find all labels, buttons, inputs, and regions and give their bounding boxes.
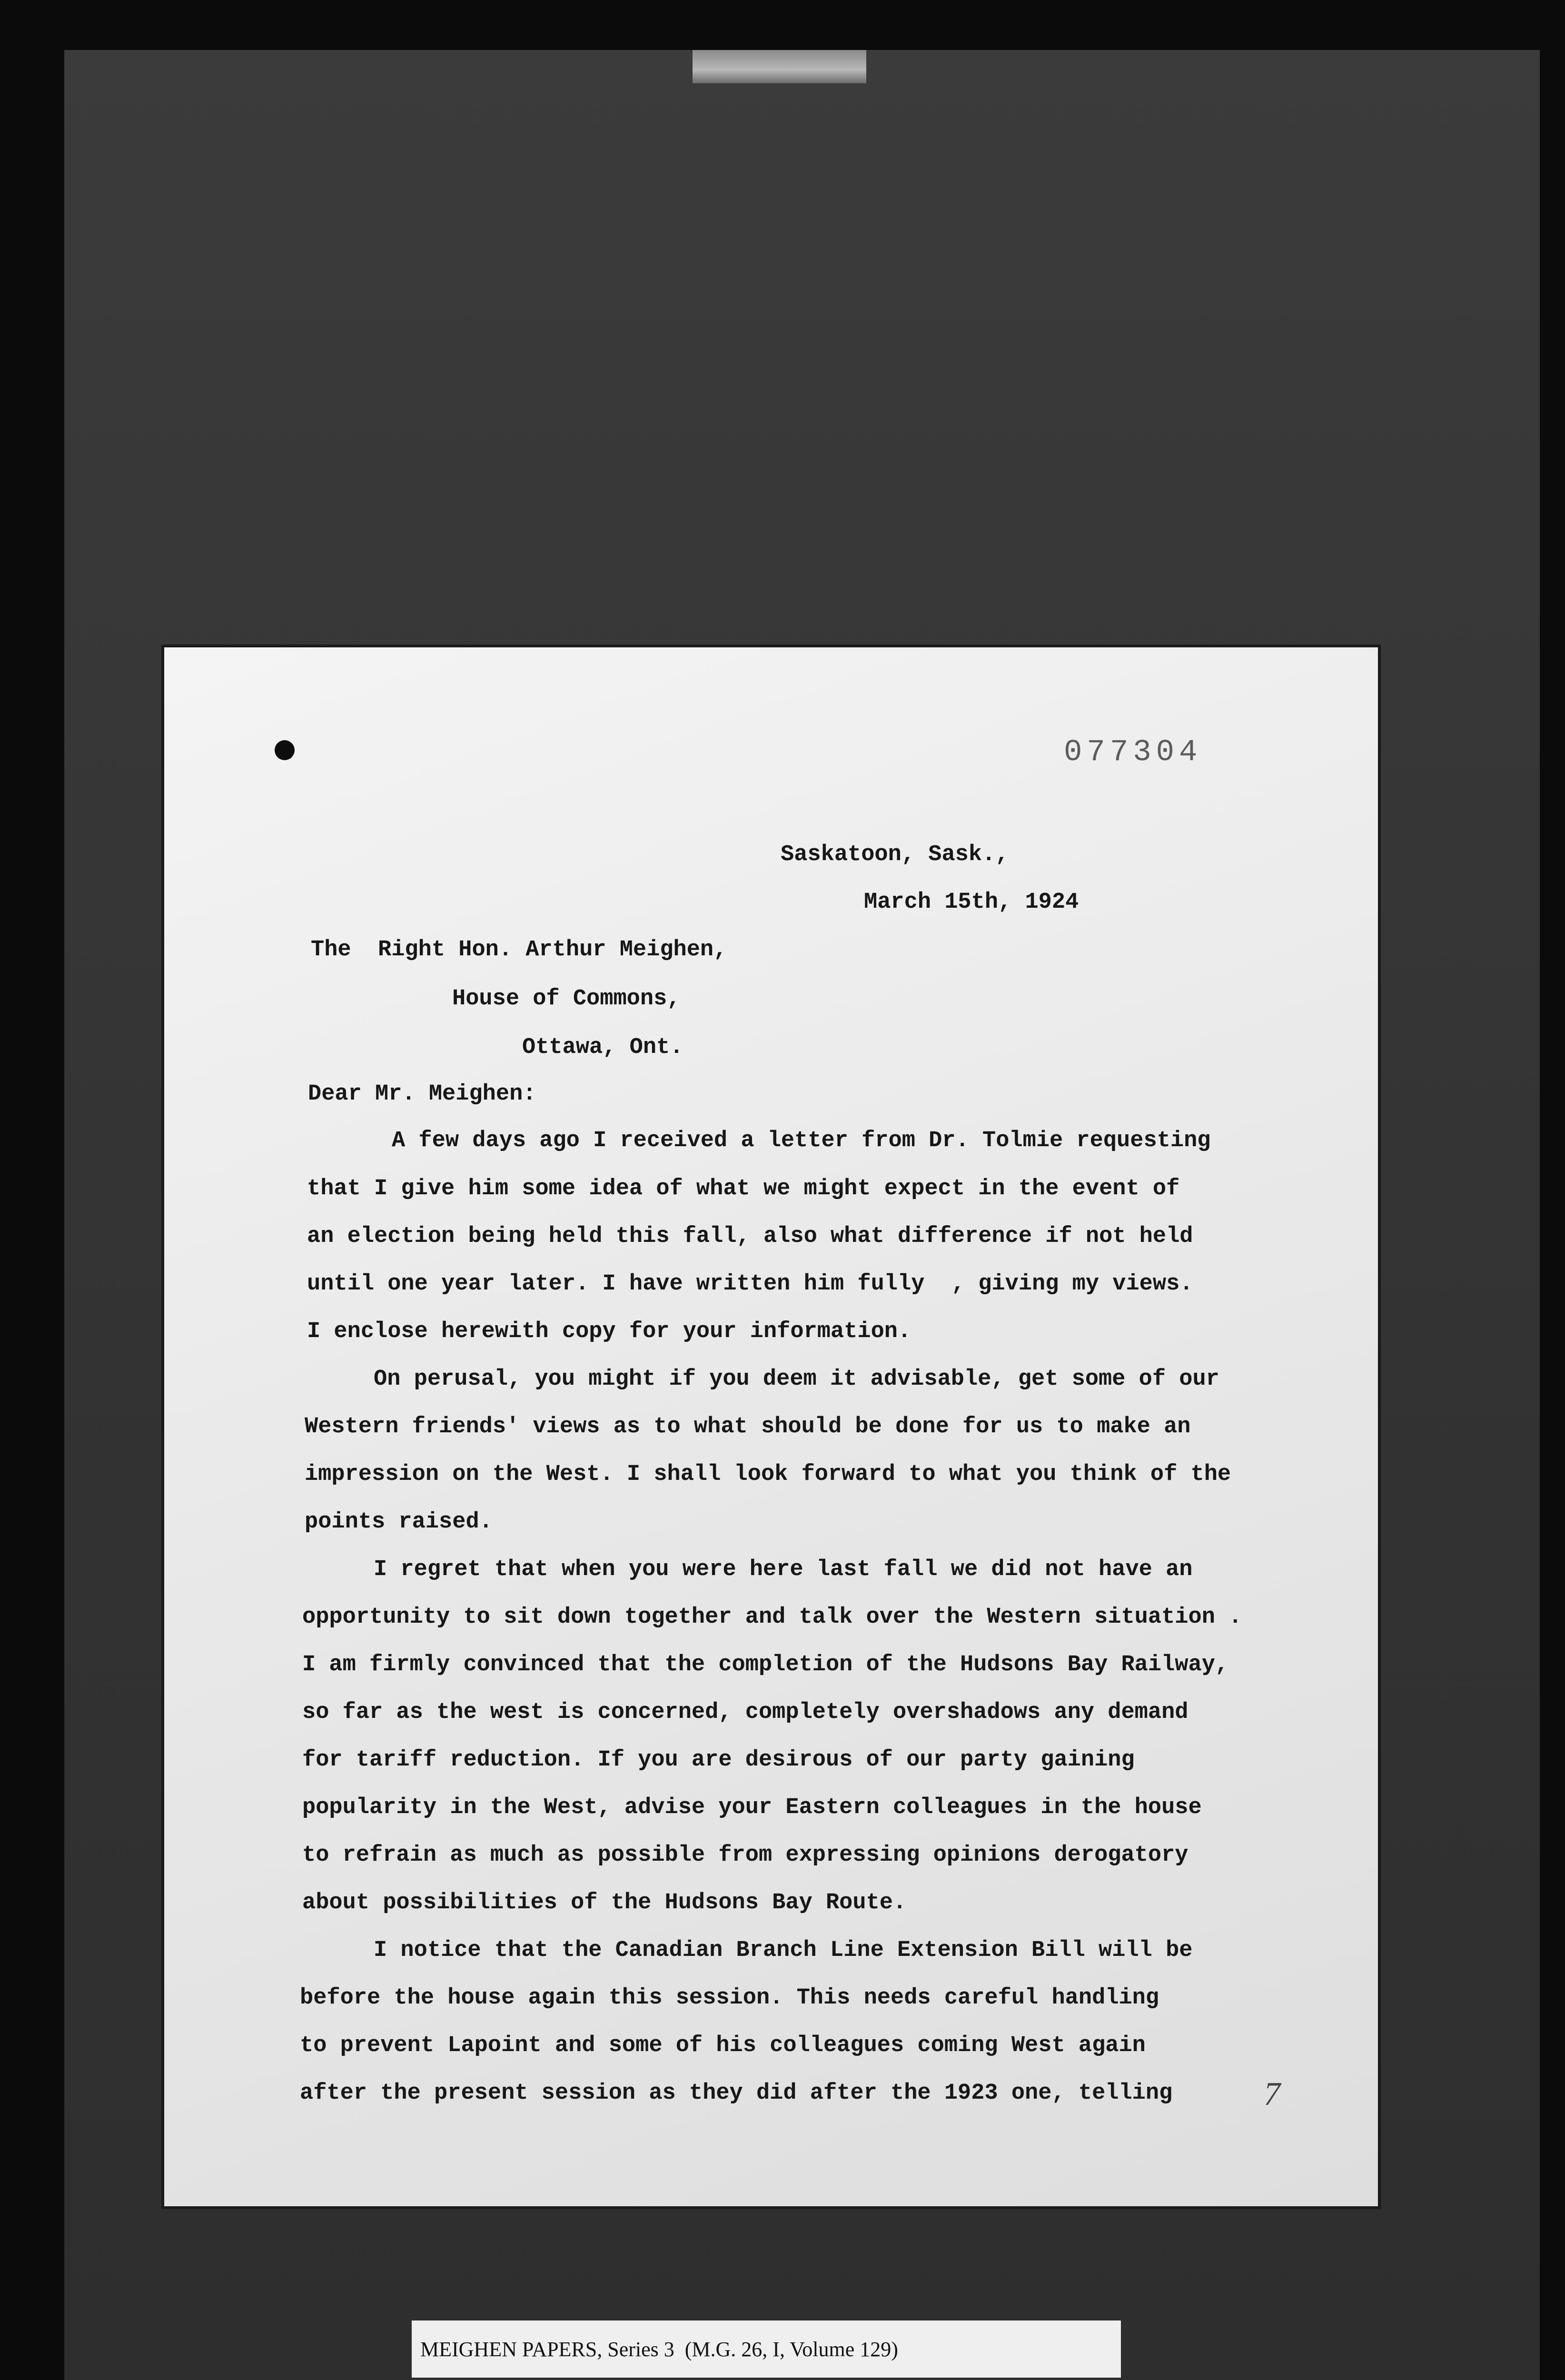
body-line: points raised. xyxy=(305,1509,493,1535)
letter-page xyxy=(164,647,1378,2206)
body-line: On perusal, you might if you deem it advisable, get some of our xyxy=(374,1367,1219,1392)
body-line: to prevent Lapoint and some of his colleagues coming West again xyxy=(300,2033,1146,2058)
body-line: popularity in the West, advise your Eastern colleagues in the house xyxy=(302,1795,1202,1820)
body-line: to refrain as much as possible from expressing opinions derogatory xyxy=(302,1843,1189,1868)
body-line: I enclose herewith copy for your information. xyxy=(307,1319,911,1344)
document-number: 077304 xyxy=(1064,735,1202,770)
body-line: an election being held this fall, also what difference if not held xyxy=(307,1224,1193,1249)
body-line: before the house again this session. This needs careful handling xyxy=(300,1985,1159,2011)
punch-hole xyxy=(275,740,295,760)
body-line: after the present session as they did after the 1923 one, telling xyxy=(300,2081,1173,2106)
body-line: I am firmly convinced that the completion of the Hudsons Bay Railway, xyxy=(302,1652,1229,1677)
body-line: that I give him some idea of what we might expect in the event of xyxy=(307,1176,1180,1201)
series-label: MEIGHEN PAPERS, Series 3 (M.G. 26, I, Volume 129) xyxy=(412,2320,1121,2378)
body-line: for tariff reduction. If you are desirous of our party gaining xyxy=(302,1747,1135,1773)
body-line: I notice that the Canadian Branch Line Extension Bill will be xyxy=(374,1938,1193,1963)
body-line: I regret that when you were here last fall we did not have an xyxy=(374,1557,1193,1582)
body-line: Western friends' views as to what should be done for us to make an xyxy=(305,1414,1191,1439)
addressee-line: Ottawa, Ont. xyxy=(522,1035,683,1060)
body-line: impression on the West. I shall look forward to what you think of the xyxy=(305,1462,1231,1487)
letter-place: Saskatoon, Sask., xyxy=(781,842,1009,867)
page-mark: 7 xyxy=(1264,2076,1280,2112)
body-line: so far as the west is concerned, completely overshadows any demand xyxy=(302,1700,1189,1725)
body-line: about possibilities of the Hudsons Bay Route. xyxy=(302,1890,907,1915)
addressee-line: The Right Hon. Arthur Meighen, xyxy=(311,937,727,962)
addressee-line: House of Commons, xyxy=(452,986,681,1012)
body-line: A few days ago I received a letter from Dr. Tolmie requesting xyxy=(392,1128,1211,1153)
body-line: until one year later. I have written him fully , giving my views. xyxy=(307,1271,1193,1297)
letter-date: March 15th, 1924 xyxy=(864,890,1079,915)
body-line: opportunity to sit down together and talk over the Western situation . xyxy=(302,1605,1242,1630)
salutation: Dear Mr. Meighen: xyxy=(308,1081,536,1107)
board-tab xyxy=(693,50,866,83)
